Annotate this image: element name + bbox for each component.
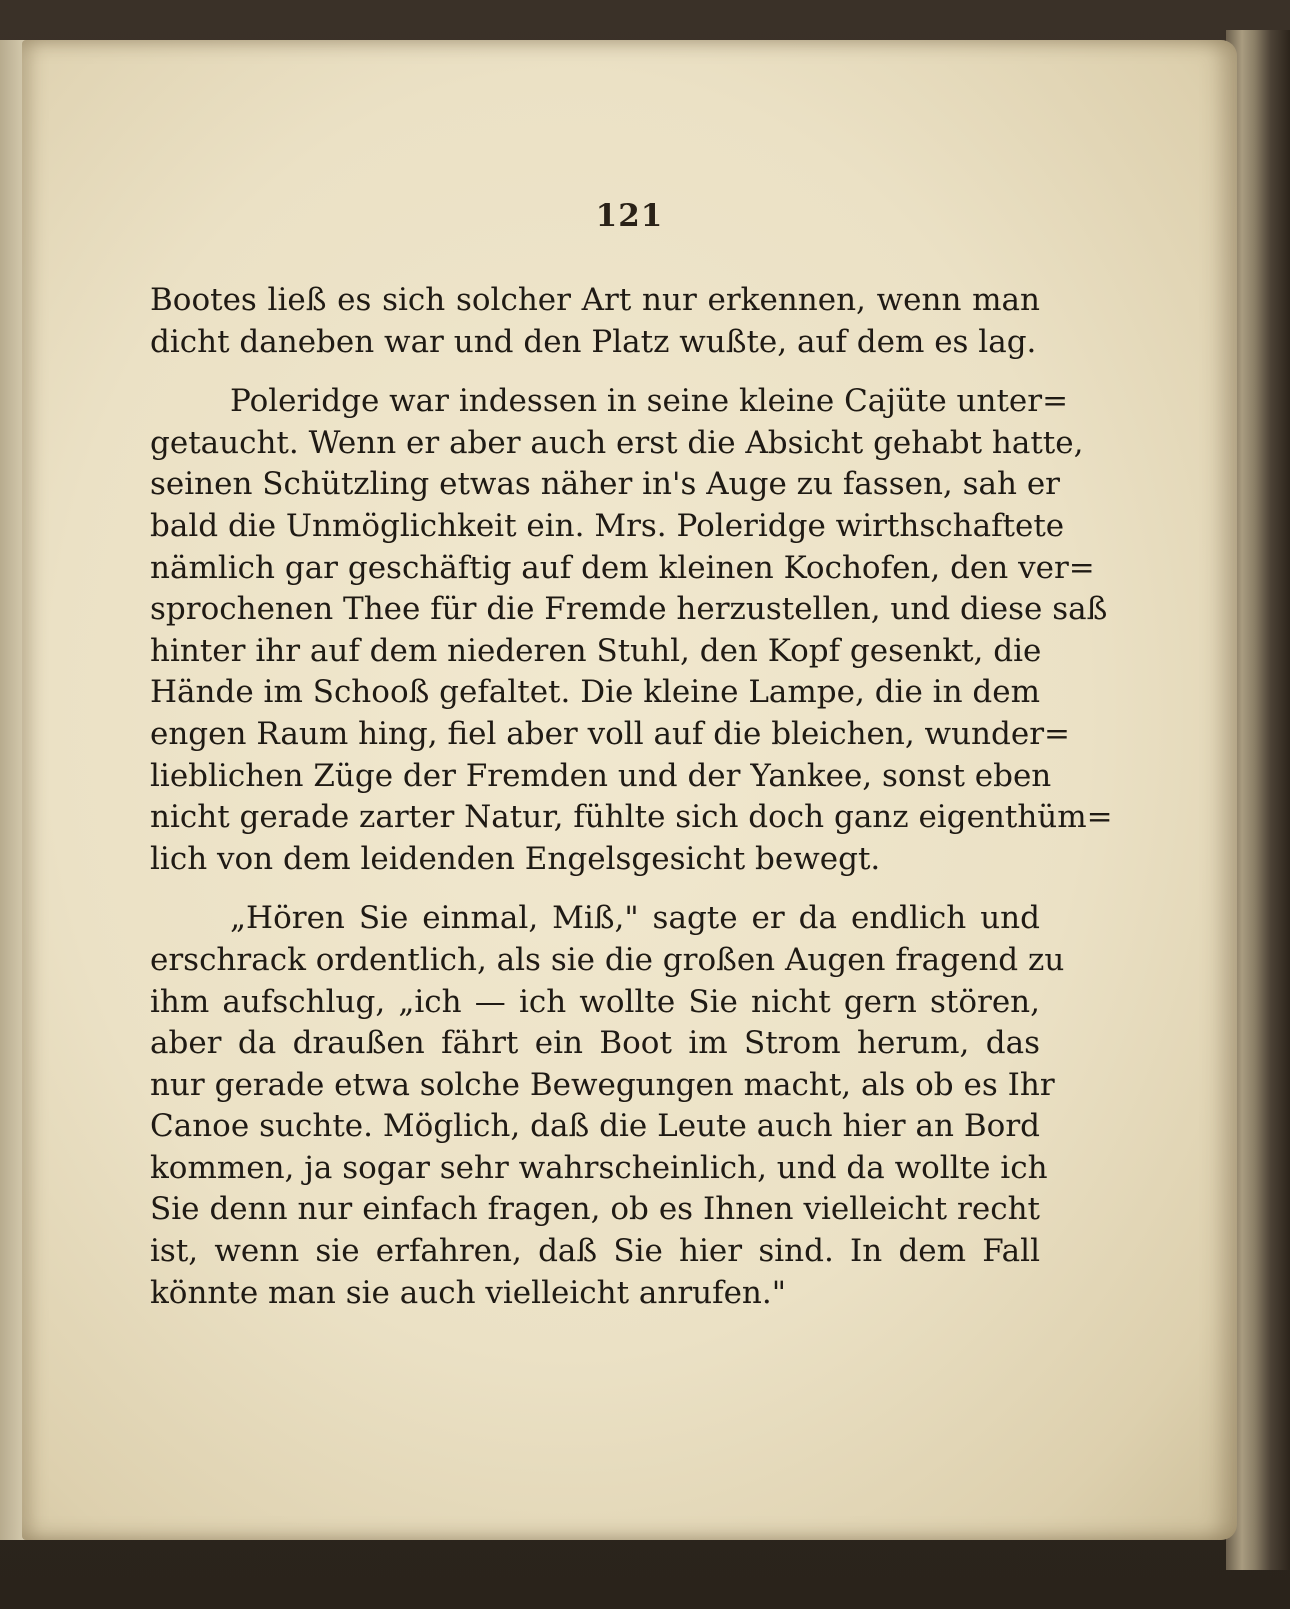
text-line: hinter ihr auf dem niederen Stuhl, den Kopf gesenkt, die xyxy=(150,632,1042,669)
text-line: Canoe suchte. Möglich, daß die Leute auch hier an Bord xyxy=(150,1108,1040,1145)
paragraph-3 xyxy=(150,898,1065,1314)
text-line: Hände im Schooß gefaltet. Die kleine Lampe, die in dem xyxy=(150,674,1040,711)
text-line: erschrack ordentlich, als sie die großen Augen fragend zu xyxy=(150,941,1065,978)
page-text xyxy=(150,280,1113,1314)
text-line: nicht gerade zarter Natur, fühlte sich doch ganz eigenthüm= xyxy=(150,799,1113,836)
text-line: sprochenen Thee für die Fremde herzustellen, und diese saß xyxy=(150,591,1108,628)
text-line: seinen Schützling etwas näher in's Auge zu fassen, sah er xyxy=(150,466,1061,503)
text-line: Poleridge war indessen in seine kleine Cajüte unter= xyxy=(230,383,1069,420)
paragraph-1 xyxy=(150,280,1040,363)
text-line: engen Raum hing, fiel aber voll auf die bleichen, wunder= xyxy=(150,715,1071,752)
text-line: dicht daneben war und den Platz wußte, auf dem es lag. xyxy=(150,323,1037,360)
text-line: getaucht. Wenn er aber auch erst die Absicht gehabt hatte, xyxy=(150,424,1084,461)
text-line: „Hören Sie einmal, Miß," sagte er da endlich und xyxy=(230,900,1040,937)
paragraph-2 xyxy=(150,381,1113,880)
text-line: Bootes ließ es sich solcher Art nur erkennen, wenn man xyxy=(150,282,1040,318)
text-line: Sie denn nur einfach fragen, ob es Ihnen vielleicht recht xyxy=(150,1191,1040,1228)
text-line: könnte man sie auch vielleicht anrufen." xyxy=(150,1274,787,1311)
text-line: lich von dem leidenden Engelsgesicht bewegt. xyxy=(150,840,881,877)
text-line: nur gerade etwa solche Bewegungen macht, als ob es Ihr xyxy=(150,1066,1055,1103)
text-line: nämlich gar geschäftig auf dem kleinen Kochofen, den ver= xyxy=(150,549,1095,586)
page-number: 121 xyxy=(595,198,664,234)
text-line: ihm aufschlug, „ich — ich wollte Sie nicht gern stören, xyxy=(150,983,1040,1020)
text-line: ist, wenn sie erfahren, daß Sie hier sind. In dem Fall xyxy=(150,1233,1040,1270)
text-line: kommen, ja sogar sehr wahrscheinlich, und da wollte ich xyxy=(150,1149,1048,1186)
text-line: aber da draußen fährt ein Boot im Strom herum, das xyxy=(150,1025,1040,1062)
book-page xyxy=(22,40,1237,1540)
text-line: lieblichen Züge der Fremden und der Yankee, sonst eben xyxy=(150,757,1052,794)
text-line: bald die Unmöglichkeit ein. Mrs. Poleridge wirthschaftete xyxy=(150,507,1065,544)
